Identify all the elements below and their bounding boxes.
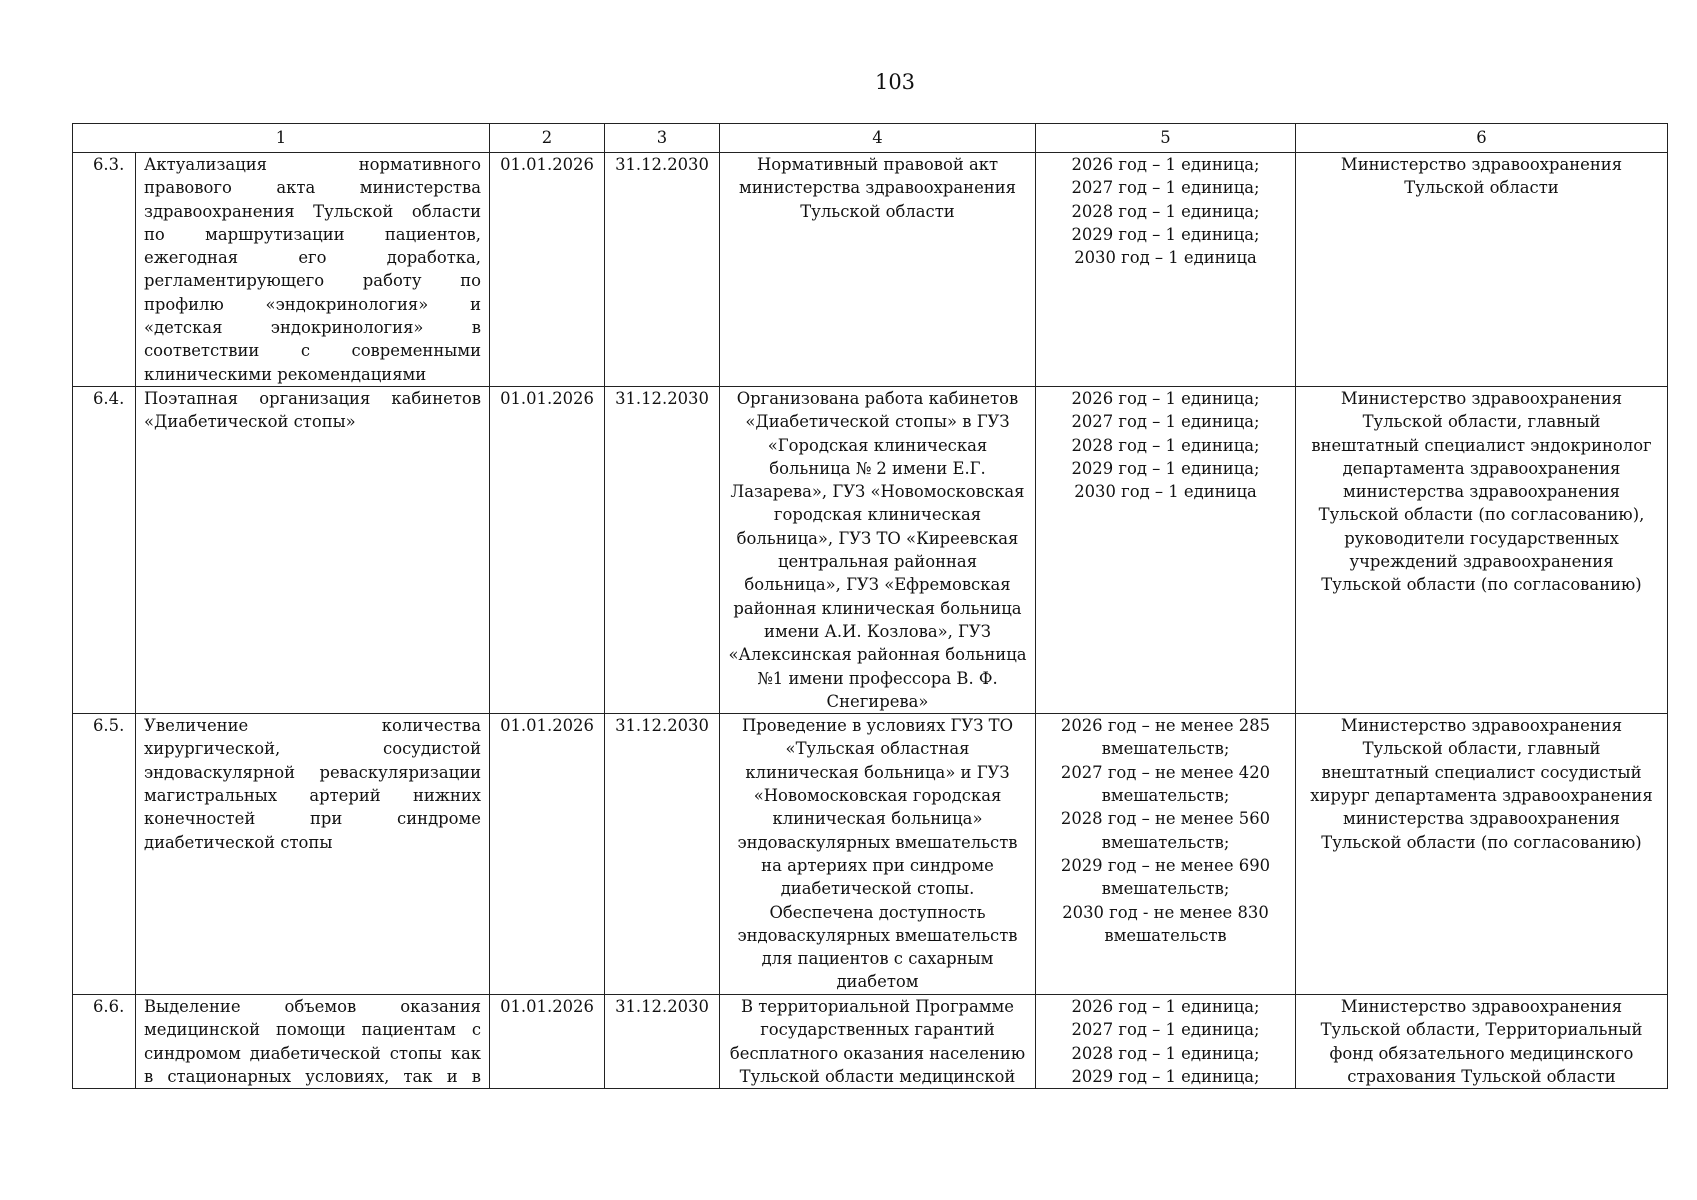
indicator-line: 2026 год – 1 единица; <box>1071 388 1260 408</box>
responsible-line: министерства здравоохранения <box>1342 809 1620 829</box>
result-line: Нормативный правовой акт <box>756 155 999 174</box>
indicator-line: вмешательств; <box>1101 879 1230 899</box>
indicator-line: 2028 год – 1 единица; <box>1071 435 1260 455</box>
table-row <box>73 995 1668 1089</box>
expected-result <box>720 714 1036 995</box>
indicator-line: 2027 год – 1 единица; <box>1071 178 1260 198</box>
event-line: Выделение объемов оказания <box>144 997 481 1017</box>
expected-result <box>720 995 1036 1089</box>
end-date: 31.12.2030 <box>605 153 720 387</box>
result-line: клиническая больница» <box>772 809 983 829</box>
event-line: ежегодная его доработка, <box>144 248 481 268</box>
event-line: конечностей при синдроме <box>144 809 481 829</box>
end-date: 31.12.2030 <box>605 995 720 1089</box>
result-line: для пациентов с сахарным <box>761 949 994 969</box>
result-line: «Новомосковская городская <box>753 786 1002 806</box>
event-line: здравоохранения Тульской области <box>144 201 481 221</box>
indicator-line: 2028 год – 1 единица; <box>1071 1043 1260 1063</box>
event-line: «детская эндокринология» в <box>144 318 481 338</box>
event-line: хирургической, сосудистой <box>144 739 481 759</box>
responsible-line: внештатный специалист сосудистый <box>1321 762 1642 782</box>
result-line: эндоваскулярных вмешательств <box>737 925 1018 945</box>
indicator-line: 2026 год – 1 единица; <box>1071 155 1260 174</box>
result-line: бесплатного оказания населению <box>729 1043 1026 1063</box>
result-line: диабетической стопы. <box>780 879 975 899</box>
responsible-line: Министерство здравоохранения <box>1340 388 1623 408</box>
column-header-1: 1 <box>73 124 490 153</box>
indicator-values <box>1036 995 1296 1089</box>
event-description <box>136 995 490 1089</box>
responsible-line: Тульской области, главный <box>1362 739 1601 759</box>
result-line: центральная районная <box>777 552 978 572</box>
result-line: «Диабетической стопы» в ГУЗ <box>745 412 1010 432</box>
indicator-line: 2029 год – 1 единица; <box>1071 1067 1260 1087</box>
indicator-line: вмешательств; <box>1101 786 1230 806</box>
row-number: 6.5. <box>73 714 136 995</box>
indicator-values <box>1036 386 1296 713</box>
responsible-line: Тульской области (по согласованию), <box>1318 505 1645 525</box>
responsible-line: Тульской области <box>1404 178 1559 198</box>
start-date: 01.01.2026 <box>490 153 605 387</box>
indicator-values <box>1036 714 1296 995</box>
end-date: 31.12.2030 <box>605 386 720 713</box>
event-description <box>136 714 490 995</box>
responsible-executors <box>1296 995 1668 1089</box>
indicator-line: вмешательств <box>1104 925 1227 945</box>
responsible-line: Министерство здравоохранения <box>1340 716 1623 736</box>
result-line: городская клиническая <box>773 505 982 525</box>
result-line: больница», ГУЗ ТО «Киреевская <box>736 528 1019 548</box>
event-line: регламентирующего работу по <box>144 271 481 291</box>
responsible-line: Тульской области, Территориальный <box>1320 1020 1643 1040</box>
column-header-3: 3 <box>605 124 720 153</box>
result-line: «Тульская областная <box>785 739 970 759</box>
indicator-line: 2028 год – не менее 560 <box>1060 809 1271 829</box>
responsible-executors <box>1296 386 1668 713</box>
indicator-line: 2029 год – не менее 690 <box>1060 855 1271 875</box>
responsible-line: Тульской области (по согласованию) <box>1321 575 1642 595</box>
column-numbers-row <box>73 124 1668 153</box>
responsible-line: руководители государственных <box>1344 528 1619 548</box>
result-line: на артериях при синдроме <box>761 855 994 875</box>
event-line: правового акта министерства <box>144 178 481 198</box>
indicator-line: вмешательств; <box>1101 832 1230 852</box>
indicator-line: 2029 год – 1 единица; <box>1071 224 1260 244</box>
result-line: «Городская клиническая <box>767 435 988 455</box>
result-line: больница», ГУЗ «Ефремовская <box>744 575 1011 595</box>
result-line: эндоваскулярных вмешательств <box>737 832 1018 852</box>
indicator-line: 2030 год – 1 единица <box>1074 248 1257 268</box>
responsible-executors <box>1296 153 1668 387</box>
row-number: 6.4. <box>73 386 136 713</box>
indicator-line: 2027 год – 1 единица; <box>1071 412 1260 432</box>
event-line: эндоваскулярной реваскуляризации <box>144 762 481 782</box>
responsible-line: Тульской области, главный <box>1362 412 1601 432</box>
event-line: Увеличение количества <box>144 716 481 736</box>
event-line: Актуализация нормативного <box>144 155 481 174</box>
responsible-line: внештатный специалист эндокринолог <box>1311 435 1652 455</box>
responsible-line: Министерство здравоохранения <box>1340 155 1623 174</box>
expected-result <box>720 386 1036 713</box>
event-line: диабетической стопы <box>144 832 333 852</box>
table-row <box>73 714 1668 995</box>
indicator-line: вмешательств; <box>1101 739 1230 759</box>
result-line: Тульской области <box>800 201 955 221</box>
table-row <box>73 386 1668 713</box>
result-line: Лазарева», ГУЗ «Новомосковская <box>730 482 1025 502</box>
result-line: Тульской области медицинской <box>739 1067 1016 1087</box>
responsible-line: Тульской области (по согласованию) <box>1321 832 1642 852</box>
responsible-line: министерства здравоохранения <box>1342 482 1620 502</box>
event-line: «Диабетической стопы» <box>144 412 356 432</box>
result-line: министерства здравоохранения <box>738 178 1016 198</box>
result-line: районная клиническая больница <box>733 598 1022 618</box>
responsible-line: хирург департамента здравоохранения <box>1310 786 1653 806</box>
event-line: Поэтапная организация кабинетов <box>144 388 481 408</box>
responsible-line: учреждений здравоохранения <box>1349 552 1614 572</box>
row-number: 6.3. <box>73 153 136 387</box>
indicator-line: 2028 год – 1 единица; <box>1071 201 1260 221</box>
event-line: клиническими рекомендациями <box>144 364 427 384</box>
indicator-line: 2026 год – не менее 285 <box>1060 716 1271 736</box>
event-line: соответствии с современными <box>144 341 481 361</box>
measures-table <box>72 123 1668 1089</box>
indicator-values <box>1036 153 1296 387</box>
result-line: клиническая больница» и ГУЗ <box>745 762 1010 782</box>
responsible-line: департамента здравоохранения <box>1342 458 1621 478</box>
result-line: «Алексинская районная больница <box>728 645 1027 665</box>
event-line: медицинской помощи пациентам с <box>144 1020 481 1040</box>
start-date: 01.01.2026 <box>490 995 605 1089</box>
result-line: имени А.И. Козлова», ГУЗ <box>764 621 991 641</box>
event-description <box>136 153 490 387</box>
indicator-line: 2027 год – 1 единица; <box>1071 1020 1260 1040</box>
result-line: В территориальной Программе <box>740 997 1015 1017</box>
table-row <box>73 153 1668 387</box>
event-description <box>136 386 490 713</box>
start-date: 01.01.2026 <box>490 714 605 995</box>
indicator-line: 2027 год – не менее 420 <box>1060 762 1271 782</box>
start-date: 01.01.2026 <box>490 386 605 713</box>
column-header-6: 6 <box>1296 124 1668 153</box>
column-header-5: 5 <box>1036 124 1296 153</box>
result-line: Обеспечена доступность <box>769 902 986 922</box>
responsible-line: страхования Тульской области <box>1347 1067 1616 1087</box>
result-line: диабетом <box>836 972 919 992</box>
indicator-line: 2029 год – 1 единица; <box>1071 458 1260 478</box>
responsible-line: фонд обязательного медицинского <box>1329 1043 1634 1063</box>
result-line: больница № 2 имени Е.Г. <box>769 458 986 478</box>
result-line: Проведение в условиях ГУЗ ТО <box>741 716 1014 736</box>
event-line: в стационарных условиях, так и в <box>144 1067 481 1087</box>
result-line: Снегирева» <box>826 691 929 711</box>
indicator-line: 2030 год – 1 единица <box>1074 482 1257 502</box>
event-line: по маршрутизации пациентов, <box>144 224 481 244</box>
responsible-executors <box>1296 714 1668 995</box>
indicator-line: 2030 год - не менее 830 <box>1062 902 1269 922</box>
indicator-line: 2026 год – 1 единица; <box>1071 997 1260 1017</box>
expected-result <box>720 153 1036 387</box>
result-line: государственных гарантий <box>760 1020 995 1040</box>
row-number: 6.6. <box>73 995 136 1089</box>
page-number: 103 <box>874 70 916 94</box>
responsible-line: Министерство здравоохранения <box>1340 997 1623 1017</box>
result-line: №1 имени профессора В. Ф. <box>757 668 998 688</box>
column-header-2: 2 <box>490 124 605 153</box>
column-header-4: 4 <box>720 124 1036 153</box>
event-line: магистральных артерий нижних <box>144 786 481 806</box>
event-line: синдромом диабетической стопы как <box>144 1043 481 1063</box>
event-line: профилю «эндокринология» и <box>144 294 481 314</box>
result-line: Организована работа кабинетов <box>736 388 1019 408</box>
end-date: 31.12.2030 <box>605 714 720 995</box>
